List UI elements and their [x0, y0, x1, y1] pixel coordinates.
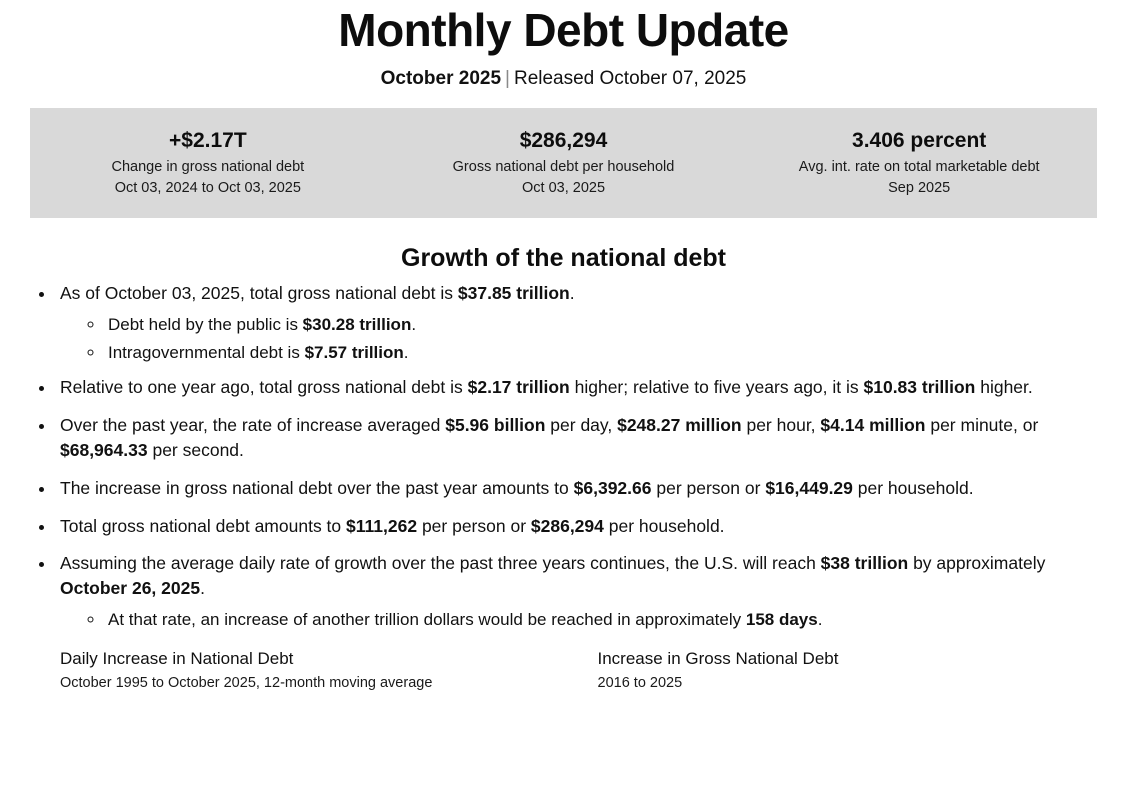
- summary-stats-band: [30, 108, 1097, 218]
- fact-text: .: [411, 315, 417, 335]
- list-item: [56, 476, 1101, 501]
- fact-text: Relative to one year ago, total gross national debt is: [60, 377, 468, 398]
- section-title: Growth of the national debt: [401, 244, 726, 273]
- chart-daily-increase: [60, 647, 560, 694]
- stat-label: Avg. int. rate on total marketable debt: [798, 158, 1040, 175]
- stat-date: Oct 03, 2025: [521, 180, 606, 197]
- list-item: [105, 312, 1101, 338]
- list-item: [56, 375, 1101, 400]
- sub-facts-list: [60, 312, 1101, 365]
- fact-highlight: $111,262: [346, 515, 418, 536]
- fact-text: per household.: [603, 515, 725, 536]
- fact-highlight: $30.28 trillion: [302, 315, 412, 335]
- fact-text: .: [569, 283, 575, 304]
- fact-highlight: $286,294: [530, 515, 604, 536]
- fact-text: per person or: [417, 515, 531, 536]
- fact-text: .: [200, 578, 205, 599]
- fact-highlight: 158 days: [745, 610, 818, 630]
- stat-card-debt-change: [30, 127, 386, 199]
- fact-highlight: $7.57 trillion: [304, 342, 404, 362]
- list-item: [56, 413, 1101, 463]
- fact-highlight: $6,392.66: [573, 477, 652, 498]
- fact-highlight: $4.14 million: [820, 414, 926, 435]
- fact-text: At that rate, an increase of another trillion dollars would be reached in approximately: [108, 610, 746, 630]
- debt-update-page: [0, 6, 1127, 804]
- chart-subtitle: 2016 to 2025: [597, 675, 683, 692]
- release-date: Released October 07, 2025: [513, 68, 747, 90]
- fact-text: Total gross national debt amounts to: [60, 515, 347, 536]
- fact-text: per hour,: [741, 414, 821, 435]
- facts-list: [26, 281, 1101, 632]
- list-item: [56, 514, 1101, 539]
- fact-text: per person or: [651, 477, 766, 498]
- fact-highlight: $2.17 trillion: [467, 377, 570, 398]
- fact-text: per day,: [545, 414, 618, 435]
- subtitle-separator: |: [505, 68, 510, 90]
- fact-highlight: $10.83 trillion: [863, 377, 976, 398]
- fact-text: per second.: [147, 439, 244, 460]
- stat-date: Sep 2025: [888, 180, 951, 197]
- list-item: [56, 281, 1101, 365]
- stat-date: Oct 03, 2024 to Oct 03, 2025: [114, 180, 301, 197]
- stat-value: $286,294: [519, 129, 608, 153]
- fact-highlight: $38 trillion: [820, 553, 909, 574]
- fact-highlight: $37.85 trillion: [457, 283, 570, 304]
- stat-card-interest-rate: [741, 127, 1097, 199]
- stat-card-debt-per-household: [386, 127, 742, 199]
- fact-text: Assuming the average daily rate of growth over the past three years continues, the U.S. will reach: [60, 553, 821, 574]
- stat-value: 3.406 percent: [852, 129, 987, 153]
- report-period: October 2025: [380, 68, 502, 90]
- stat-value: +$2.17T: [169, 129, 247, 153]
- fact-highlight: $248.27 million: [617, 414, 742, 435]
- list-item: [105, 340, 1101, 366]
- stat-label: Gross national debt per household: [452, 158, 675, 175]
- fact-text: Intragovernmental debt is: [108, 342, 305, 362]
- fact-text: Over the past year, the rate of increase averaged: [60, 414, 446, 435]
- fact-highlight: $5.96 billion: [445, 414, 546, 435]
- fact-text: .: [817, 610, 823, 630]
- page-title: Monthly Debt Update: [338, 4, 789, 56]
- chart-subtitle: October 1995 to October 2025, 12-month moving average: [60, 675, 433, 692]
- page-subtitle: [0, 68, 1127, 90]
- fact-text: Debt held by the public is: [108, 315, 303, 335]
- fact-highlight: October 26, 2025: [60, 578, 201, 599]
- fact-text: The increase in gross national debt over the past year amounts to: [60, 477, 574, 498]
- list-item: [56, 551, 1101, 632]
- fact-text: .: [403, 342, 409, 362]
- sub-facts-list: [60, 607, 1101, 633]
- chart-gross-debt-increase: [598, 647, 1098, 694]
- fact-text: by approximately: [908, 553, 1046, 574]
- fact-text: higher; relative to five years ago, it is: [569, 377, 864, 398]
- stat-label: Change in gross national debt: [111, 158, 305, 175]
- chart-title: Daily Increase in National Debt: [60, 648, 294, 668]
- charts-row: [60, 647, 1097, 694]
- fact-text: As of October 03, 2025, total gross national debt is: [60, 283, 458, 304]
- fact-highlight: $68,964.33: [60, 439, 148, 460]
- chart-title: Increase in Gross National Debt: [597, 648, 839, 668]
- fact-text: higher.: [975, 377, 1033, 398]
- list-item: [105, 607, 1101, 633]
- fact-text: per minute, or: [925, 414, 1039, 435]
- fact-text: per household.: [852, 477, 974, 498]
- fact-highlight: $16,449.29: [765, 477, 853, 498]
